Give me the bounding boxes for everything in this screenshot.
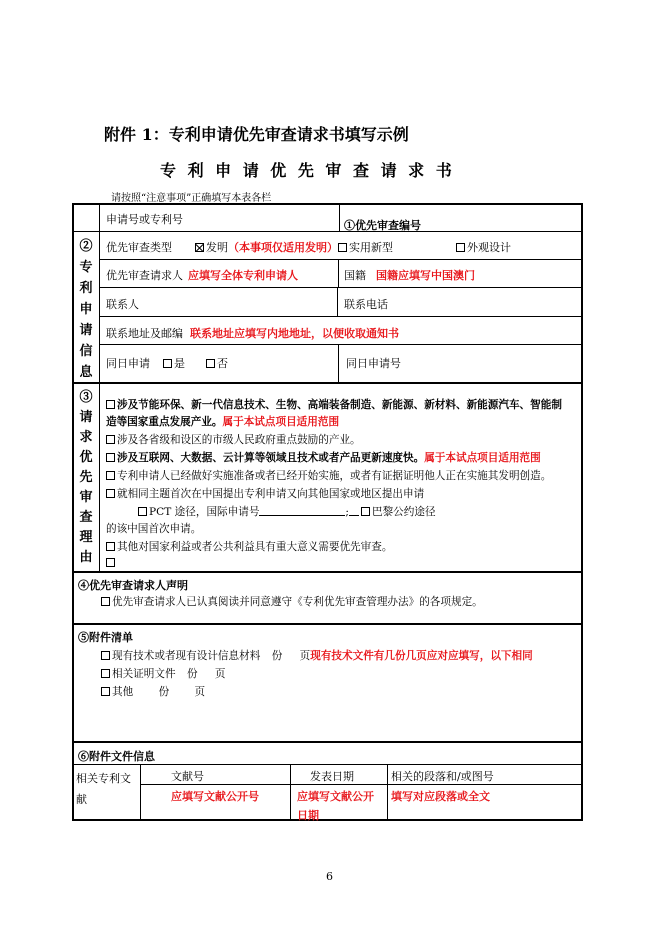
priority-code-label: ①优先审查编号 <box>344 219 421 232</box>
reason-4-text: 专利申请人已经做好实施准备或者已经开始实施，或者有证据证明他人正在实施其发明创造。 <box>117 470 552 482</box>
design-checkbox[interactable] <box>456 243 465 252</box>
reason-7-checkbox[interactable] <box>106 558 115 567</box>
attachment-3-copies: 份 <box>158 686 170 698</box>
reason-6 <box>106 539 392 554</box>
requester-value[interactable]: 应填写全体专利申请人 <box>188 269 298 282</box>
same-day-yes-checkbox[interactable] <box>163 359 172 368</box>
attachment-2-label: 相关证明文件 <box>112 668 176 680</box>
same-day-label: 同日申请 <box>106 357 150 370</box>
same-day-no-checkbox[interactable] <box>206 359 215 368</box>
reason-3-text: 涉及互联网、大数据、云计算等领域且技术或者产品更新速度快。 <box>117 452 425 464</box>
attachment-2-copies: 份 <box>186 668 198 680</box>
section6-title: ⑥附件文件信息 <box>78 750 155 763</box>
reason-5-cont: 的该中国首次申请。 <box>106 523 202 535</box>
page-number: 6 <box>326 870 333 883</box>
form-title: 专 利 申 请 优 先 审 查 请 求 书 <box>160 161 455 180</box>
related-patent-label: 相关专利文献 <box>76 772 131 806</box>
address-label: 联系地址及邮编 <box>106 327 183 340</box>
nationality-label: 国籍 <box>344 269 366 282</box>
section3-label: ③请求优先审查理由 <box>79 390 93 565</box>
priority-type-row <box>106 239 393 255</box>
paris-label: 巴黎公约途径 <box>372 506 436 518</box>
reason-4-checkbox[interactable] <box>106 471 115 480</box>
section2-label: ②专利申请信息 <box>79 239 93 380</box>
value-document-number[interactable]: 应填写文献公开号 <box>171 790 259 803</box>
same-day-row <box>106 355 228 371</box>
attachment-3-pages: 页 <box>194 686 206 698</box>
reason-6-checkbox[interactable] <box>106 542 115 551</box>
attachment-heading: 附件 1：专利申请优先审查请求书填写示例 <box>104 125 409 144</box>
attachment-2-pages: 页 <box>214 668 226 680</box>
nationality-value[interactable]: 国籍应填写中国澳门 <box>376 269 475 282</box>
reason-7 <box>106 557 117 569</box>
attachment-item-2 <box>101 666 226 681</box>
header-paragraphs: 相关的段落和/或图号 <box>391 770 494 783</box>
reason-3 <box>106 450 541 465</box>
reason-5-text: 就相同主题首次在中国提出专利申请又向其他国家或地区提出申请 <box>117 488 425 500</box>
utility-checkbox[interactable] <box>338 243 347 252</box>
pct-number-field[interactable] <box>259 505 345 516</box>
reason-1-cont <box>106 414 339 429</box>
attachment-1-label: 现有技术或者现有设计信息材料 <box>112 650 261 662</box>
invention-note: （本事项仅适用发明） <box>228 241 338 254</box>
attachment-1-copies: 份 <box>271 650 283 662</box>
pct-label: PCT 途径，国际申请号 <box>149 506 260 518</box>
reason-3-checkbox[interactable] <box>106 453 115 462</box>
reason-3-note: 属于本试点项目适用范围 <box>424 452 541 464</box>
value-publish-date[interactable]: 应填写文献公开日期 <box>297 790 374 822</box>
reason-2 <box>106 432 361 447</box>
reason-2-text: 涉及各省级和设区的市级人民政府重点鼓励的产业。 <box>117 434 361 446</box>
reason-5-routes: PCT 途径，国际申请号 ; 巴黎公约途径 <box>138 504 436 519</box>
reason-1 <box>106 397 562 412</box>
attachment-3-label: 其他 <box>112 686 134 698</box>
pct-trailing-field[interactable] <box>349 505 359 516</box>
priority-type-label: 优先审查类型 <box>106 241 172 254</box>
reason-1-checkbox[interactable] <box>106 400 115 409</box>
design-option <box>456 239 511 255</box>
reason-2-checkbox[interactable] <box>106 435 115 444</box>
attachment-3-checkbox[interactable] <box>101 687 110 696</box>
attachment-item-3 <box>101 684 205 699</box>
instruction-text: 请按照“注意事项”正确填写本表各栏 <box>111 193 272 204</box>
reason-4 <box>106 468 551 483</box>
attachment-1-note: 现有技术文件有几份几页应对应填写，以下相同 <box>310 650 533 662</box>
attachment-1-checkbox[interactable] <box>101 651 110 660</box>
utility-label: 实用新型 <box>349 241 393 254</box>
pct-checkbox[interactable] <box>138 507 147 516</box>
phone-label: 联系电话 <box>344 298 388 311</box>
declaration-row <box>101 594 483 609</box>
application-number-label: 申请号或专利号 <box>106 213 183 226</box>
reason-6-text: 其他对国家利益或者公共利益具有重大意义需要优先审查。 <box>117 541 393 553</box>
value-paragraphs[interactable]: 填写对应段落或全文 <box>391 790 490 803</box>
reason-1-note: 属于本试点项目适用范围 <box>222 416 340 428</box>
attachment-item-1 <box>101 648 533 663</box>
invention-checkbox[interactable] <box>195 243 204 252</box>
attachment-2-checkbox[interactable] <box>101 669 110 678</box>
declaration-checkbox[interactable] <box>101 597 110 606</box>
section5-title: ⑤附件清单 <box>78 631 133 644</box>
paris-checkbox[interactable] <box>361 507 370 516</box>
requester-label: 优先审查请求人 <box>106 269 183 282</box>
address-value[interactable]: 联系地址应填写内地地址，以便收取通知书 <box>190 327 399 340</box>
contact-label: 联系人 <box>106 298 139 311</box>
same-day-yes-label: 是 <box>174 357 185 370</box>
invention-label: 发明 <box>206 241 228 254</box>
header-document-number: 文献号 <box>171 770 204 783</box>
reason-1-text-cont: 造等国家重点发展产业。 <box>106 416 223 428</box>
reason-5 <box>106 486 424 501</box>
reason-1-text: 涉及节能环保、新一代信息技术、生物、高端装备制造、新能源、新材料、新能源汽车、智能制 <box>117 399 562 411</box>
section4-title: ④优先审查请求人声明 <box>78 579 188 592</box>
attachment-1-pages: 页 <box>299 650 311 662</box>
declaration-text: 优先审查请求人已认真阅读并同意遵守《专利优先审查管理办法》的各项规定。 <box>112 596 483 608</box>
header-publish-date: 发表日期 <box>310 770 354 783</box>
design-label: 外观设计 <box>467 241 511 254</box>
same-day-number-label: 同日申请号 <box>346 357 401 370</box>
reason-5-checkbox[interactable] <box>106 489 115 498</box>
same-day-no-label: 否 <box>217 357 228 370</box>
